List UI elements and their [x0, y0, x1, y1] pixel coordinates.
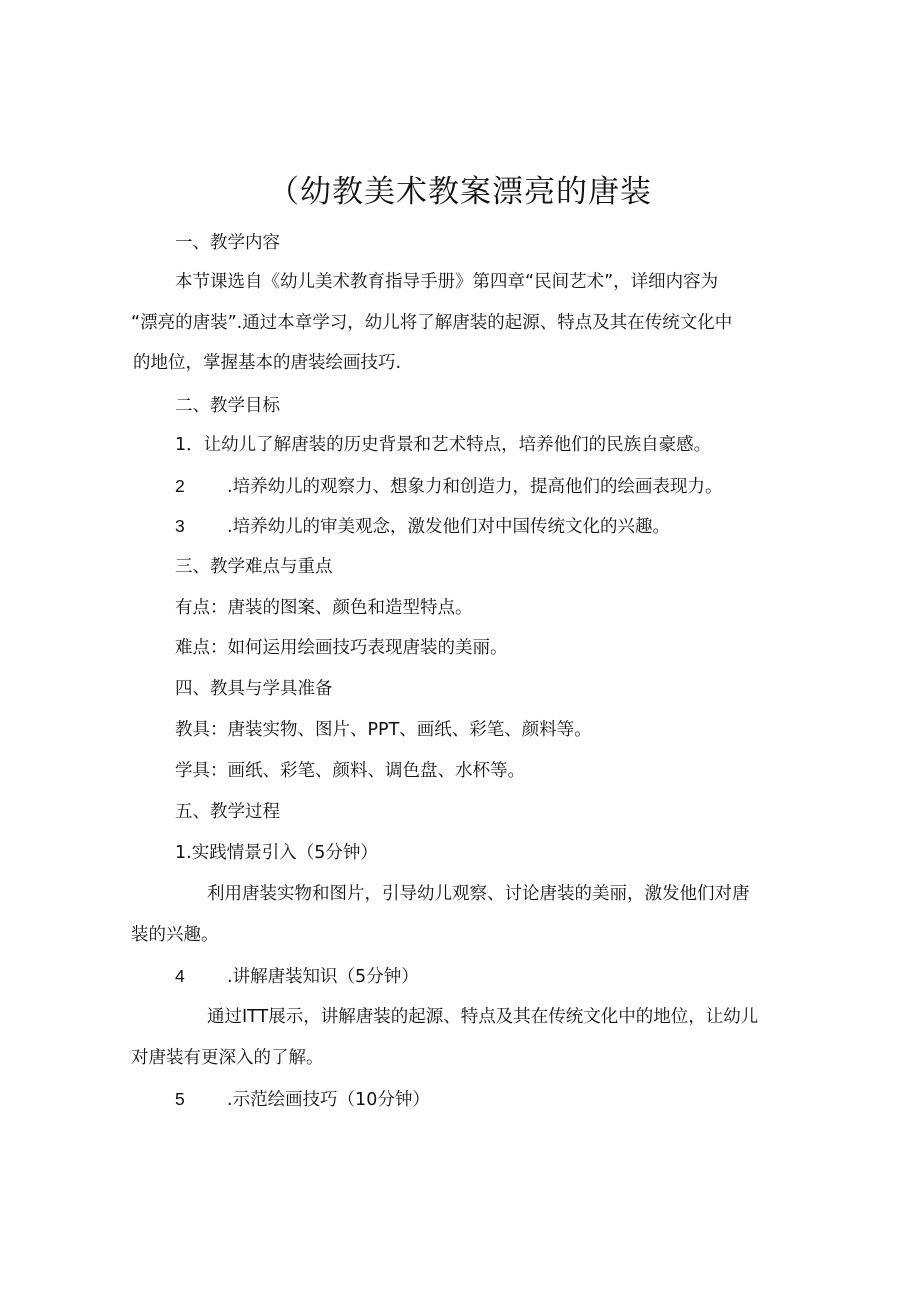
content-paragraph-line: 本节课选自《幼儿美术教育指导手册》第四章“民间艺术”，详细内容为	[175, 272, 719, 292]
goal-item	[175, 475, 723, 498]
process-step-title: 1.实践情景引入（5分钟）	[175, 843, 378, 863]
document-title: （幼教美术教案漂亮的唐装	[268, 174, 652, 210]
process-step-title	[175, 1088, 430, 1111]
teaching-tools-text: 教具：唐装实物、图片、PPT、画纸、彩笔、颜料等。	[175, 720, 592, 740]
goal-item: 1．让幼儿了解唐装的历史背景和艺术特点，培养他们的民族自豪感。	[175, 435, 712, 455]
section-heading-goals: 二、教学目标	[175, 396, 280, 416]
section-heading-key-points: 三、教学难点与重点	[175, 557, 333, 577]
step-title-text: .示范绘画技巧（10分钟）	[227, 1090, 430, 1110]
process-step-paragraph-line: 通过ITT展示，讲解唐装的起源、特点及其在传统文化中的地位，让幼儿	[207, 1007, 759, 1027]
section-heading-materials: 四、教具与学具准备	[175, 679, 333, 699]
section-heading-process: 五、教学过程	[175, 802, 280, 822]
goal-text: .培养幼儿的观察力、想象力和创造力，提高他们的绘画表现力。	[227, 477, 723, 497]
learning-tools-text: 学具：画纸、彩笔、颜料、调色盘、水杯等。	[175, 761, 525, 781]
step-title-text: .讲解唐装知识（5分钟）	[227, 967, 419, 987]
step-number: 5	[175, 1089, 185, 1109]
section-heading-content: 一、教学内容	[175, 233, 280, 253]
content-paragraph-line: 的地位，掌握基本的唐装绘画技巧.	[133, 353, 402, 373]
goal-number: 3	[175, 516, 185, 536]
process-step-title	[175, 965, 419, 988]
content-paragraph-line: “漂亮的唐装”.通过本章学习，幼儿将了解唐装的起源、特点及其在传统文化中	[131, 313, 733, 333]
step-number: 4	[175, 966, 185, 986]
process-step-paragraph-line: 装的兴趣。	[131, 925, 219, 945]
goal-item	[175, 515, 670, 538]
process-step-paragraph-line: 对唐装有更深入的了解。	[131, 1048, 324, 1068]
goal-text: .培养幼儿的审美观念，激发他们对中国传统文化的兴趣。	[227, 517, 671, 537]
key-point-text: 有点：唐装的图案、颜色和造型特点。	[175, 598, 473, 618]
process-step-paragraph-line: 利用唐装实物和图片，引导幼儿观察、讨论唐装的美丽，激发他们对唐	[207, 884, 750, 904]
goal-number: 2	[175, 476, 185, 496]
difficulty-text: 难点：如何运用绘画技巧表现唐装的美丽。	[175, 638, 508, 658]
